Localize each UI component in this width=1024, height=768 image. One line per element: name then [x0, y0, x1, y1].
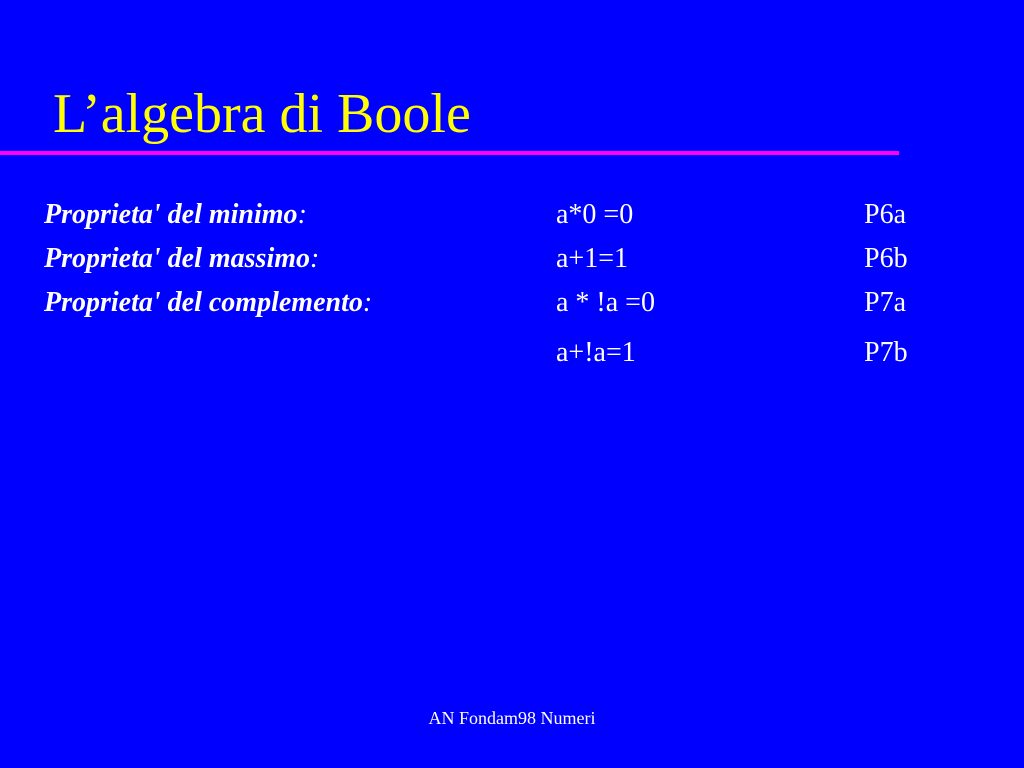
slide-title: L’algebra di Boole — [53, 83, 471, 145]
slide-footer: AN Fondam98 Numeri — [428, 708, 596, 728]
property-colon: : — [297, 199, 307, 230]
property-formula: a * !a =0 — [556, 287, 655, 318]
property-name — [44, 193, 307, 237]
property-colon: : — [362, 287, 373, 318]
property-formula: a+1=1 — [556, 243, 629, 274]
property-label: Proprieta' del complemento — [44, 287, 363, 318]
property-name — [44, 237, 319, 281]
property-code: P6a — [864, 199, 906, 230]
property-list — [0, 193, 1024, 375]
property-code: P6b — [864, 243, 908, 274]
property-row-complemento-or — [0, 331, 1024, 375]
property-colon: : — [310, 243, 320, 274]
property-label: Proprieta' del massimo — [44, 243, 310, 274]
property-code: P7a — [864, 287, 906, 318]
title-divider — [0, 151, 899, 155]
property-formula: a+!a=1 — [556, 337, 636, 368]
property-row-massimo — [0, 237, 1024, 281]
property-name — [44, 281, 372, 325]
property-code: P7b — [864, 337, 908, 368]
property-row-complemento — [0, 281, 1024, 325]
property-formula: a*0 =0 — [556, 199, 634, 230]
property-row-minimo — [0, 193, 1024, 237]
property-label: Proprieta' del minimo — [44, 199, 298, 230]
